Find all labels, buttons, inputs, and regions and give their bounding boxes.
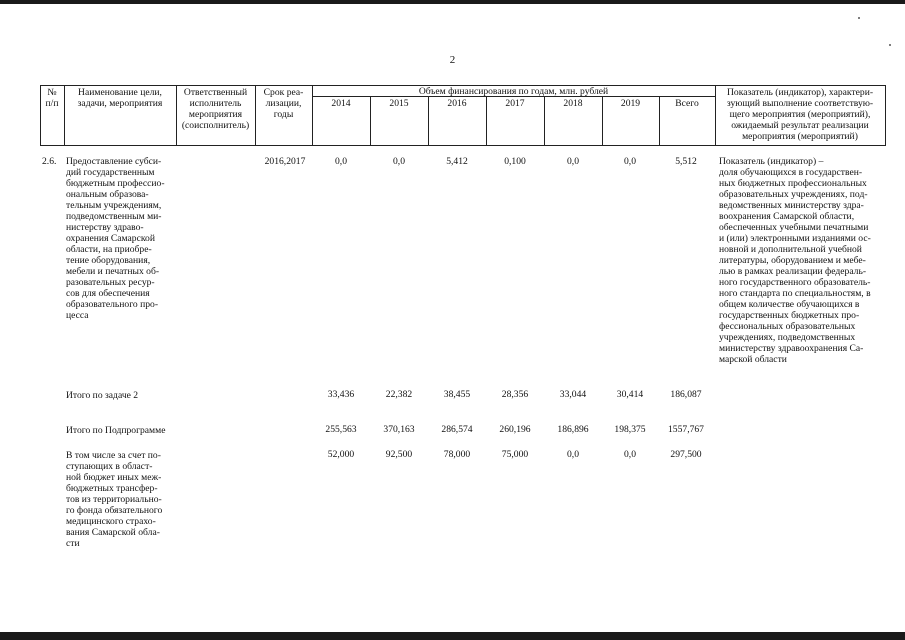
value-2017: 28,356 xyxy=(501,389,529,400)
row-number: 2.6. xyxy=(42,156,57,167)
value-2018: 0,0 xyxy=(567,156,579,167)
header-year: 2016 xyxy=(447,98,467,109)
scan-speck xyxy=(858,17,860,19)
row-term: 2016,2017 xyxy=(264,156,306,167)
value-2019: 0,0 xyxy=(624,156,636,167)
value-2014: 52,000 xyxy=(327,449,355,460)
value-2015: 370,163 xyxy=(383,424,415,435)
value-2018: 0,0 xyxy=(567,449,579,460)
header-year: 2014 xyxy=(331,98,351,109)
header-year: 2015 xyxy=(389,98,409,109)
header-term: Срок реа- лизации, годы xyxy=(263,87,304,120)
value-2019: 30,414 xyxy=(616,389,644,400)
header-year: 2019 xyxy=(620,98,641,109)
value-2019: 198,375 xyxy=(614,424,646,435)
value-2014: 33,436 xyxy=(327,389,355,400)
value-2015: 92,500 xyxy=(385,449,413,460)
col-line xyxy=(885,85,886,146)
value-2016: 78,000 xyxy=(443,449,471,460)
header-year: 2018 xyxy=(563,98,583,109)
scan-bottom-edge xyxy=(0,632,905,640)
value-total: 5,512 xyxy=(675,156,697,167)
value-2018: 186,896 xyxy=(557,424,589,435)
value-2017: 75,000 xyxy=(501,449,529,460)
row-indicator: Показатель (индикатор) – доля обучающихся в государствен- ных бюджетных профессиональных образовательных учреждениях, под- ведомственных министерству здра- воохранения Самарской области, обеспеченных учебными печатными и (или) электронными изданиями ос- новной и дополнительной учебной литературы, оборудованием и мебе- лью в рамках реализации федераль- ного государственного образователь- ного стандарта по специальностям, в общем количестве обучающихся в государственных бюджетных про- фессиональных образовательных учреждениях, подведомственных министерству здравоохранения Са- марской области xyxy=(719,156,871,365)
row-name: В том числе за счет по- ступающих в област- ной бюджет иных меж- бюджетных трансфер- тов из территориально- го фонда обязательного медицинского страхо- вания Самарской обла- сти xyxy=(66,450,163,549)
header-number: № п/п xyxy=(45,87,59,109)
value-total: 186,087 xyxy=(670,389,702,400)
page-number: 2 xyxy=(449,54,456,66)
header-indicator: Показатель (индикатор), характери- зующий выполнение соответствую- щего мероприятия (мероприятий), ожидаемый результат реализации мероприятия (мероприятий) xyxy=(726,87,874,142)
scan-top-edge xyxy=(0,0,905,4)
row-name: Итого по задаче 2 xyxy=(66,390,139,401)
header-funding: Объем финансирования по годам, млн. рублей xyxy=(418,86,609,97)
value-2016: 5,412 xyxy=(446,156,468,167)
value-2016: 286,574 xyxy=(441,424,473,435)
header-total: Всего xyxy=(675,98,699,109)
value-2015: 22,382 xyxy=(385,389,413,400)
value-2014: 255,563 xyxy=(325,424,357,435)
value-2018: 33,044 xyxy=(559,389,587,400)
value-2014: 0,0 xyxy=(335,156,347,167)
header-bottom-line xyxy=(40,145,885,146)
value-2016: 38,455 xyxy=(443,389,471,400)
value-2019: 0,0 xyxy=(624,449,636,460)
value-2017: 0,100 xyxy=(504,156,526,167)
value-2017: 260,196 xyxy=(499,424,531,435)
value-total: 297,500 xyxy=(670,449,702,460)
row-name: Итого по Подпрограмме xyxy=(66,425,166,436)
value-total: 1557,767 xyxy=(668,424,704,435)
header-name: Наименование цели, задачи, мероприятия xyxy=(77,87,163,109)
value-2015: 0,0 xyxy=(393,156,405,167)
scan-speck xyxy=(889,44,891,46)
row-name: Предоставление субси- дий государственным бюджетным профессио- ональным образова- тельным учреждениям, подведомственным ми- нистерству здраво- охранения Самарской области, на приобре- тение оборудования, мебели и печатных об- разовательных ресур- сов для обеспечения образовательного про- цесса xyxy=(66,156,165,321)
header-year: 2017 xyxy=(505,98,525,109)
header-responsible: Ответственный исполнитель мероприятия (соисполнитель) xyxy=(181,87,250,131)
